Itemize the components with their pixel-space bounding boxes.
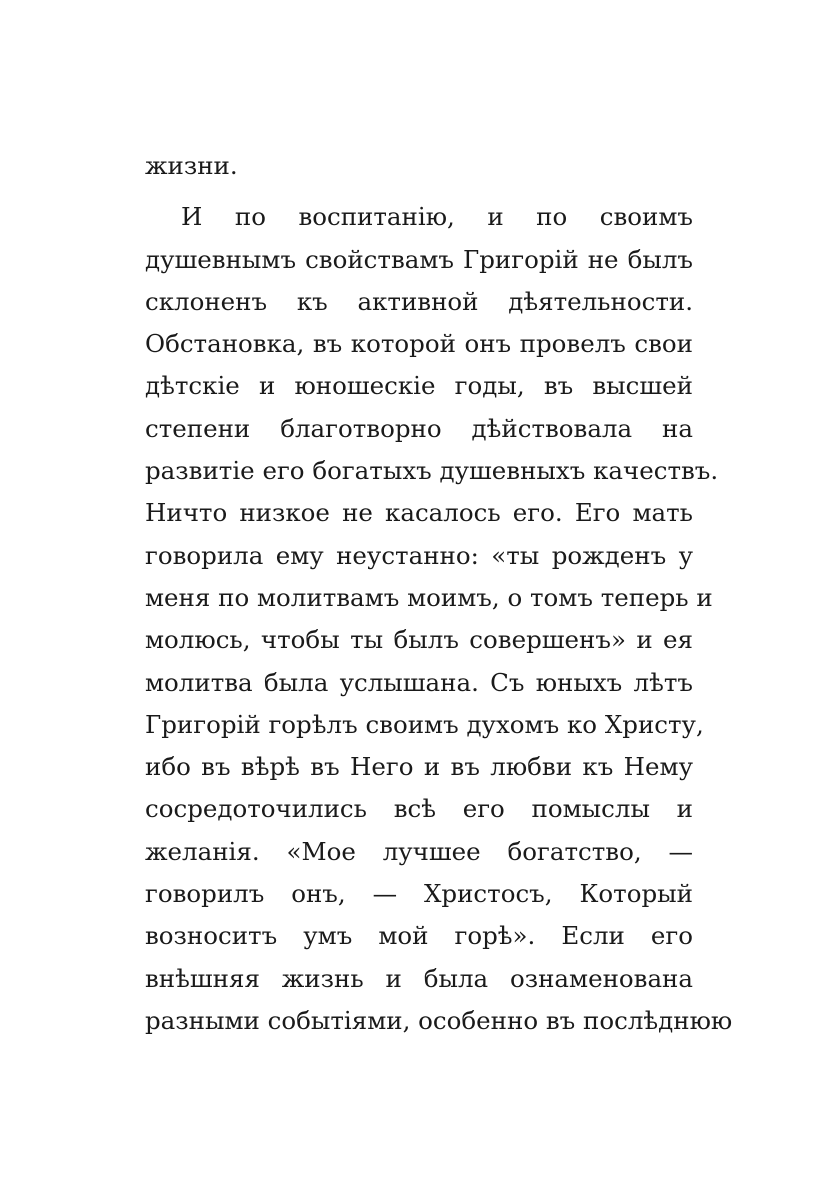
- text-line: молюсь, чтобы ты былъ совершенъ» и ея: [145, 625, 693, 655]
- text-line: Обстановка, въ которой онъ провелъ свои: [145, 329, 693, 359]
- text-line: меня по молитвамъ моимъ, о томъ теперь и: [145, 582, 713, 612]
- text-line: сосредоточились всѣ его помыслы и: [145, 794, 693, 824]
- text-line-paragraph-end: жизни.: [145, 151, 238, 180]
- text-line: душевнымъ свойствамъ Григорій не былъ: [145, 244, 693, 274]
- text-line: говорилъ онъ, — Христосъ, Который: [145, 879, 693, 909]
- text-line: Ничто низкое не касалось его. Его мать: [145, 498, 693, 528]
- text-line: степени благотворно дѣйствовала на: [145, 413, 693, 443]
- text-line: говорила ему неустанно: «ты рожденъ у: [145, 540, 693, 570]
- text-line: Григорій горѣлъ своимъ духомъ ко Христу,: [145, 709, 704, 739]
- text-line: дѣтскіе и юношескіе годы, въ высшей: [145, 371, 693, 401]
- text-line: ибо въ вѣрѣ въ Него и въ любви къ Нему: [145, 752, 693, 782]
- text-line: желанія. «Мое лучшее богатство, —: [145, 836, 693, 866]
- text-line: разными событіями, особенно въ послѣднюю: [145, 1005, 733, 1035]
- body-text: [145, 145, 733, 1042]
- text-line: возноситъ умъ мой горѣ». Если его: [145, 921, 693, 951]
- text-line: молитва была услышана. Съ юныхъ лѣтъ: [145, 667, 693, 697]
- text-line: склоненъ къ активной дѣятельности.: [145, 286, 693, 316]
- text-line-paragraph-start: И по воспитанію, и по своимъ: [181, 202, 693, 232]
- text-line: внѣшняя жизнь и была ознаменована: [145, 963, 693, 993]
- text-line: развитіе его богатыхъ душевныхъ качествъ.: [145, 456, 719, 486]
